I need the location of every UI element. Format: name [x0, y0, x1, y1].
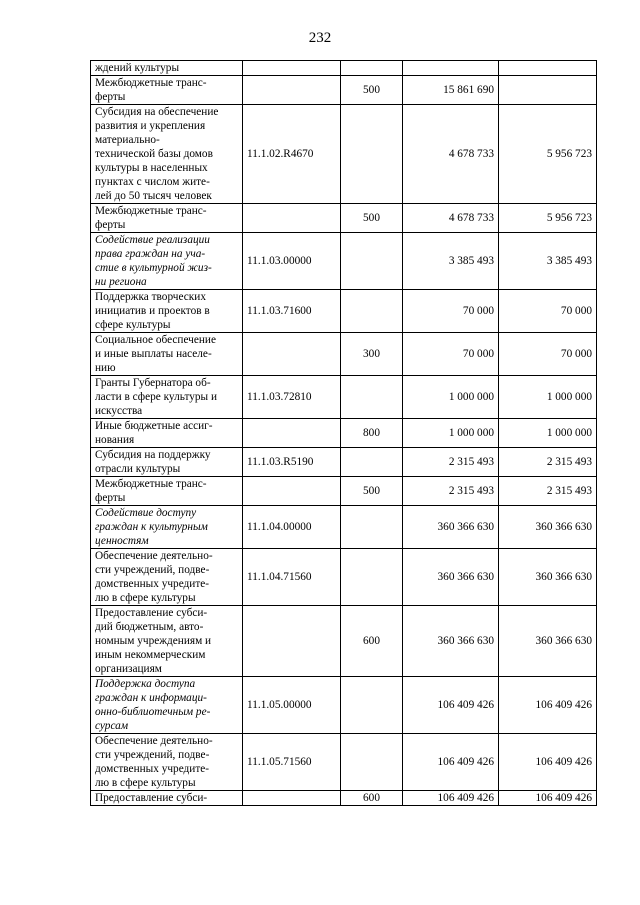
row-name-line: Межбюджетные транс-: [95, 205, 207, 217]
row-name-line: отрасли культуры: [95, 463, 181, 475]
row-name-line: домственных учредите-: [95, 763, 210, 775]
row-name: [91, 333, 243, 376]
row-name-line: материально-: [95, 134, 160, 146]
row-expense-type: 300: [341, 333, 403, 376]
row-name-line: искусства: [95, 405, 143, 417]
row-sum-year1: 2 315 493: [403, 448, 499, 477]
row-code: 11.1.03.71600: [243, 290, 341, 333]
row-sum-year1: 106 409 426: [403, 734, 499, 791]
table-row: [91, 549, 597, 606]
row-name-line: права граждан на уча-: [95, 248, 206, 260]
row-sum-year1: 4 678 733: [403, 105, 499, 204]
row-code: [243, 477, 341, 506]
row-name-line: Межбюджетные транс-: [95, 478, 207, 490]
row-name-line: номным учреждениям и: [95, 635, 212, 647]
row-name-line: нования: [95, 434, 135, 446]
row-name-line: Субсидия на обеспечение: [95, 106, 219, 118]
row-expense-type: [341, 448, 403, 477]
row-code: 11.1.05.71560: [243, 734, 341, 791]
row-name-line: граждан к культурным: [95, 521, 208, 533]
row-name-line: стие в культурной жиз-: [95, 262, 212, 274]
row-name-line: граждан к информаци-: [95, 692, 207, 704]
row-code: [243, 791, 341, 806]
row-name: [91, 204, 243, 233]
row-sum-year2: 2 315 493: [499, 477, 597, 506]
row-code: 11.1.02.R4670: [243, 105, 341, 204]
row-expense-type: 800: [341, 419, 403, 448]
row-sum-year2: [499, 61, 597, 76]
page-number: 232: [308, 30, 332, 46]
row-name-line: Межбюджетные транс-: [95, 77, 207, 89]
table-row: [91, 204, 597, 233]
table-row: [91, 105, 597, 204]
row-code: 11.1.03.R5190: [243, 448, 341, 477]
table-row: [91, 606, 597, 677]
row-name: [91, 419, 243, 448]
row-code: [243, 419, 341, 448]
row-expense-type: 500: [341, 76, 403, 105]
row-code: [243, 333, 341, 376]
row-code: [243, 204, 341, 233]
row-name-line: организациям: [95, 663, 162, 675]
row-name-line: нию: [95, 362, 116, 374]
row-name: [91, 105, 243, 204]
row-sum-year2: 106 409 426: [499, 791, 597, 806]
row-name-line: Обеспечение деятельно-: [95, 550, 213, 562]
row-name-line: ценностям: [95, 535, 149, 547]
row-sum-year2: 106 409 426: [499, 677, 597, 734]
row-name-line: ферты: [95, 219, 126, 231]
row-name-line: Содействие реализации: [95, 234, 210, 246]
row-sum-year1: 360 366 630: [403, 606, 499, 677]
table-row: [91, 376, 597, 419]
table-row: [91, 448, 597, 477]
table-row: [91, 333, 597, 376]
row-name: [91, 734, 243, 791]
row-name: [91, 606, 243, 677]
row-name: [91, 477, 243, 506]
table-row: [91, 419, 597, 448]
table-row: [91, 477, 597, 506]
row-name-line: пунктах с числом жите-: [95, 176, 210, 188]
row-name-line: домственных учредите-: [95, 578, 210, 590]
row-name-line: ферты: [95, 91, 126, 103]
row-sum-year2: 360 366 630: [499, 506, 597, 549]
row-sum-year2: [499, 76, 597, 105]
row-name: [91, 549, 243, 606]
row-name: [91, 233, 243, 290]
table-row: [91, 734, 597, 791]
row-name: [91, 448, 243, 477]
row-sum-year2: 70 000: [499, 333, 597, 376]
row-sum-year1: 1 000 000: [403, 376, 499, 419]
row-name-line: онно-библиотечным ре-: [95, 706, 211, 718]
row-sum-year1: 70 000: [403, 290, 499, 333]
row-name-line: лю в сфере культуры: [95, 592, 196, 604]
row-sum-year1: 15 861 690: [403, 76, 499, 105]
row-expense-type: 600: [341, 606, 403, 677]
table-row: [91, 61, 597, 76]
row-name-line: Гранты Губернатора об-: [95, 377, 211, 389]
row-sum-year1: 360 366 630: [403, 506, 499, 549]
row-name-line: сфере культуры: [95, 319, 171, 331]
row-name-line: технической базы домов: [95, 148, 213, 160]
row-code: 11.1.03.00000: [243, 233, 341, 290]
row-name-line: и иные выплаты населе-: [95, 348, 212, 360]
row-name-line: лей до 50 тысяч человек: [95, 190, 212, 202]
row-name-line: дий бюджетным, авто-: [95, 621, 204, 633]
table-row: [91, 233, 597, 290]
row-sum-year2: 5 956 723: [499, 105, 597, 204]
row-code: 11.1.04.00000: [243, 506, 341, 549]
row-code: [243, 606, 341, 677]
table-row: [91, 506, 597, 549]
row-expense-type: [341, 506, 403, 549]
row-code: 11.1.04.71560: [243, 549, 341, 606]
row-name-line: Субсидия на поддержку: [95, 449, 211, 461]
row-expense-type: [341, 677, 403, 734]
row-name: [91, 376, 243, 419]
row-expense-type: 600: [341, 791, 403, 806]
row-sum-year2: 2 315 493: [499, 448, 597, 477]
row-code: [243, 76, 341, 105]
row-sum-year1: 106 409 426: [403, 677, 499, 734]
row-expense-type: [341, 734, 403, 791]
table-row: [91, 76, 597, 105]
row-name-line: Иные бюджетные ассиг-: [95, 420, 213, 432]
row-name-line: Содействие доступу: [95, 507, 197, 519]
table-row: [91, 290, 597, 333]
row-name-line: ни региона: [95, 276, 147, 288]
row-name: [91, 506, 243, 549]
row-sum-year1: 70 000: [403, 333, 499, 376]
table-row: [91, 791, 597, 806]
row-code: 11.1.03.72810: [243, 376, 341, 419]
row-name-line: Обеспечение деятельно-: [95, 735, 213, 747]
row-code: [243, 61, 341, 76]
row-name: [91, 791, 243, 806]
row-sum-year2: 1 000 000: [499, 419, 597, 448]
row-name-line: иным некоммерческим: [95, 649, 206, 661]
row-sum-year1: 3 385 493: [403, 233, 499, 290]
row-expense-type: [341, 376, 403, 419]
row-name-line: ферты: [95, 492, 126, 504]
row-sum-year2: 3 385 493: [499, 233, 597, 290]
row-name-line: лю в сфере культуры: [95, 777, 196, 789]
row-name-line: Поддержка творческих: [95, 291, 206, 303]
row-expense-type: [341, 105, 403, 204]
budget-table-body: [91, 61, 597, 806]
row-sum-year2: 360 366 630: [499, 549, 597, 606]
row-sum-year1: 1 000 000: [403, 419, 499, 448]
row-name-line: Поддержка доступа: [95, 678, 196, 690]
row-sum-year2: 70 000: [499, 290, 597, 333]
row-sum-year1: [403, 61, 499, 76]
row-sum-year1: 4 678 733: [403, 204, 499, 233]
row-expense-type: [341, 61, 403, 76]
row-sum-year2: 106 409 426: [499, 734, 597, 791]
row-name: [91, 677, 243, 734]
row-sum-year2: 1 000 000: [499, 376, 597, 419]
row-code: 11.1.05.00000: [243, 677, 341, 734]
row-sum-year1: 360 366 630: [403, 549, 499, 606]
row-expense-type: [341, 290, 403, 333]
row-name-line: Предоставление субси-: [95, 792, 208, 804]
table-row: [91, 677, 597, 734]
row-expense-type: [341, 549, 403, 606]
row-name-line: сурсам: [95, 720, 129, 732]
row-name-line: Социальное обеспечение: [95, 334, 216, 346]
row-name-line: сти учреждений, подве-: [95, 564, 210, 576]
row-sum-year2: 360 366 630: [499, 606, 597, 677]
row-name-line: ждений культуры: [95, 62, 180, 74]
row-name-line: культуры в населенных: [95, 162, 208, 174]
row-expense-type: 500: [341, 204, 403, 233]
row-name-line: Предоставление субси-: [95, 607, 208, 619]
row-sum-year1: 2 315 493: [403, 477, 499, 506]
row-name-line: развития и укрепления: [95, 120, 206, 132]
row-expense-type: [341, 233, 403, 290]
row-name-line: сти учреждений, подве-: [95, 749, 210, 761]
row-sum-year1: 106 409 426: [403, 791, 499, 806]
row-sum-year2: 5 956 723: [499, 204, 597, 233]
row-name-line: инициатив и проектов в: [95, 305, 210, 317]
row-name: [91, 290, 243, 333]
budget-table: [90, 60, 597, 806]
row-expense-type: 500: [341, 477, 403, 506]
row-name: [91, 61, 243, 76]
row-name: [91, 76, 243, 105]
row-name-line: ласти в сфере культуры и: [95, 391, 217, 403]
